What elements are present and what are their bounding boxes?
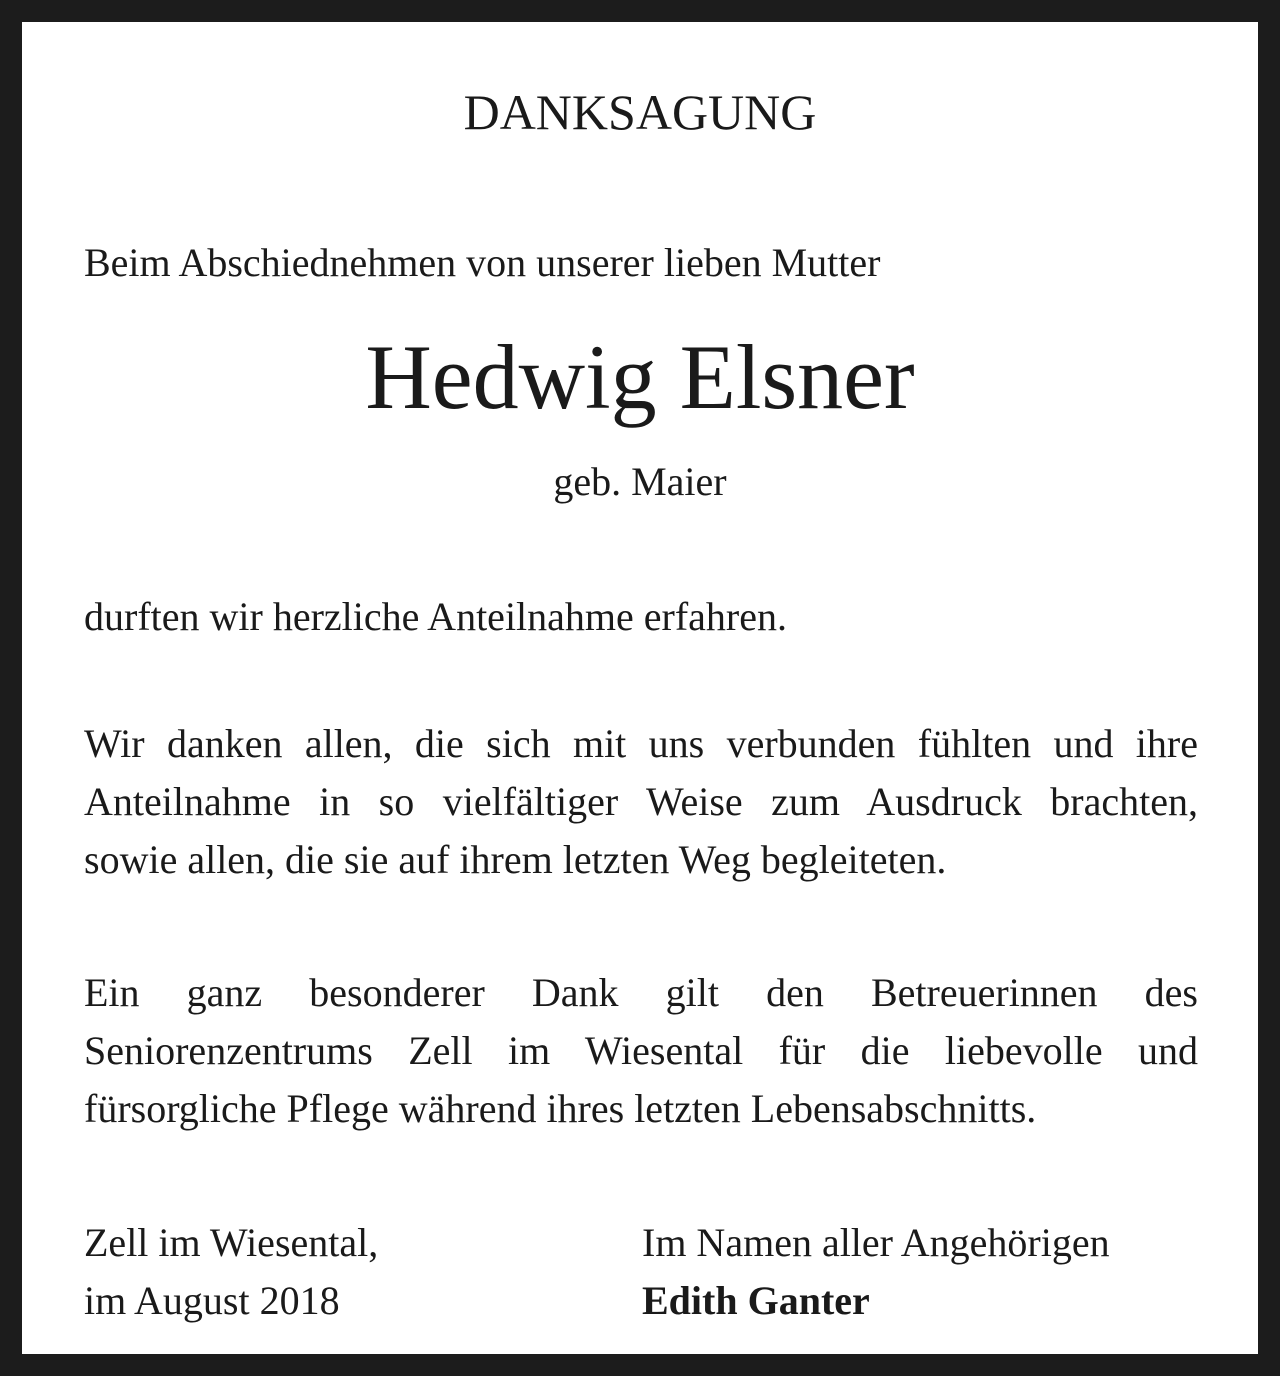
paragraph-line: Seniorenzentrums Zell im Wiesental für die liebevolle und — [84, 1028, 1198, 1073]
on-behalf-line: Im Namen aller Angehörigen — [642, 1220, 1110, 1265]
maiden-name: geb. Maier — [553, 459, 727, 504]
signature-name: Edith Ganter — [642, 1278, 870, 1323]
place-and-date — [84, 1214, 378, 1330]
signature-block — [642, 1214, 1110, 1330]
paragraph-line: fürsorgliche Pflege während ihres letzten Lebensabschnitts. — [84, 1086, 1037, 1131]
date: im August 2018 — [84, 1278, 340, 1323]
place: Zell im Wiesental, — [84, 1220, 379, 1265]
paragraph-line: sowie allen, die sie auf ihrem letzten Weg begleiteten. — [84, 837, 947, 882]
paragraph-special-thanks — [84, 964, 1198, 1138]
notice-title: DANKSAGUNG — [463, 84, 817, 140]
paragraph-line: Wir danken allen, die sich mit uns verbunden fühlten und ihre — [84, 721, 1198, 766]
paragraph-thanks — [84, 715, 1198, 889]
paragraph-line: Ein ganz besonderer Dank gilt den Betreuerinnen des — [84, 970, 1198, 1015]
lead-sentence: Beim Abschiednehmen von unserer lieben Mutter — [84, 240, 881, 285]
paragraph-line: Anteilnahme in so vielfältiger Weise zum Ausdruck brachten, — [84, 779, 1198, 824]
paragraph-condolence: durften wir herzliche Anteilnahme erfahren. — [84, 594, 788, 639]
deceased-name: Hedwig Elsner — [365, 326, 915, 428]
